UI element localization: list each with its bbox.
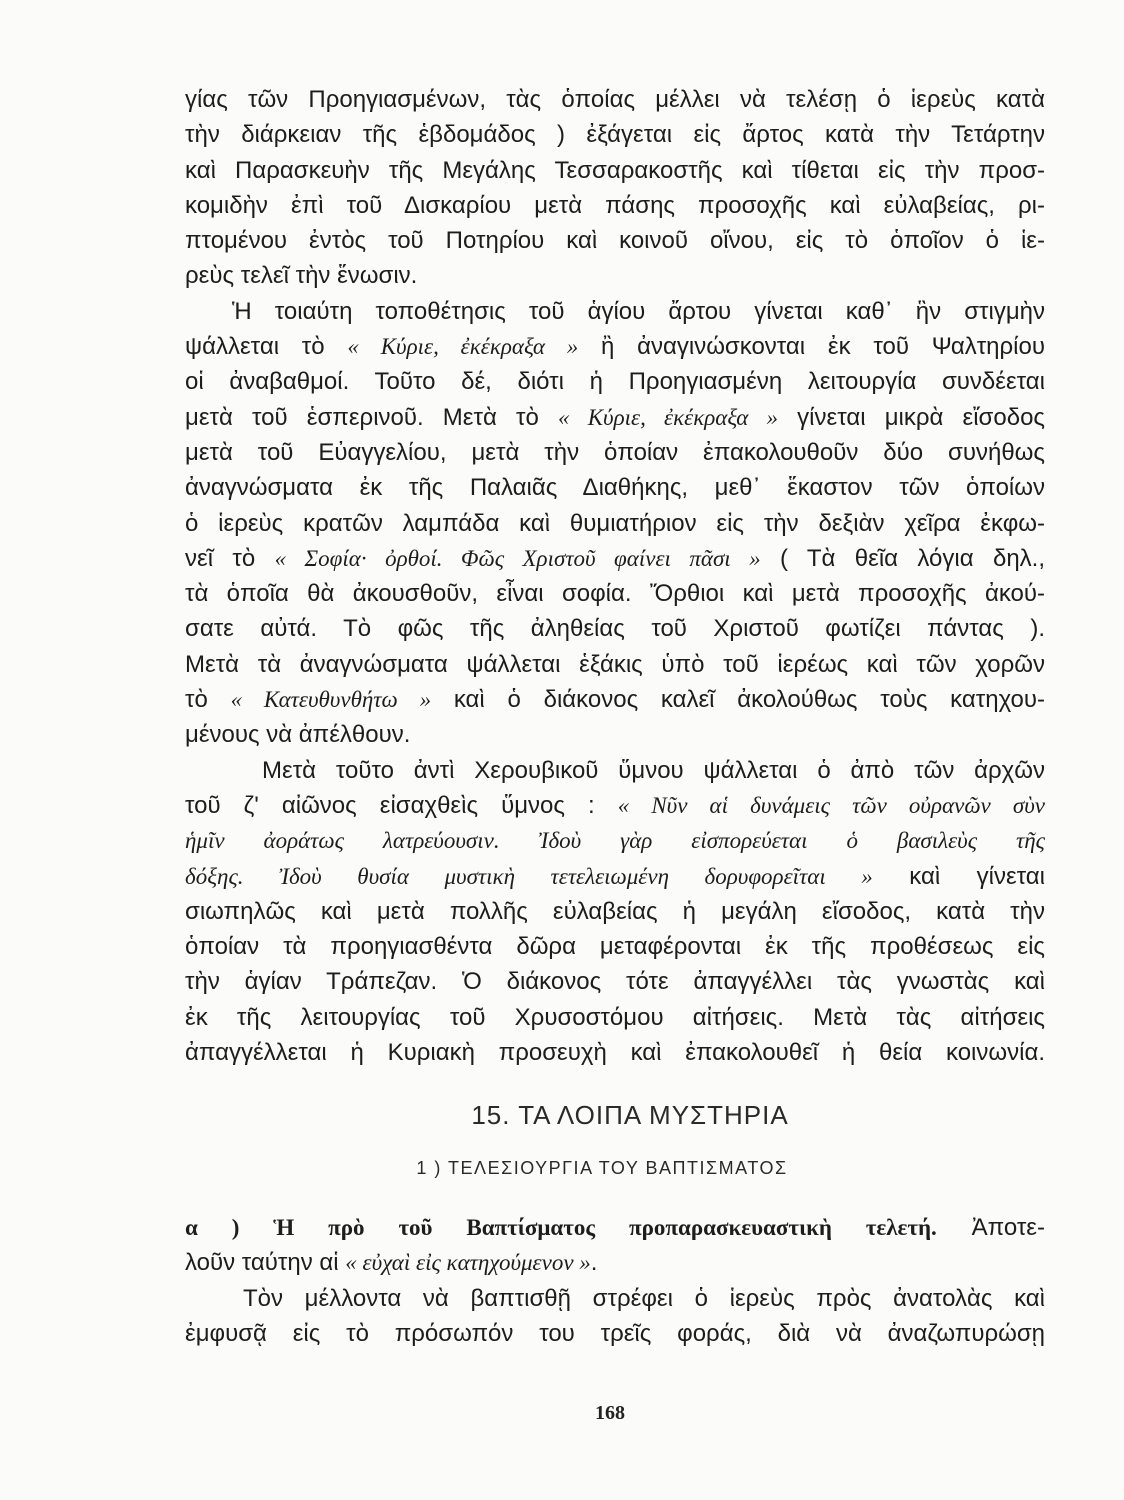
section-subheading: 1 ) ΤΕΛΕΣΙΟΥΡΓΙΑ ΤΟΥ ΒΑΠΤΙΣΜΑΤΟΣ bbox=[416, 1158, 788, 1178]
text-segment: κομιδὴν ἐπὶ τοῦ Δισκαρίου μετὰ πάσης προσοχῆς καὶ εὐλαβείας, ρι- bbox=[185, 191, 1045, 219]
text-line bbox=[185, 1035, 1045, 1070]
text-segment: ἐκ τῆς λειτουργίας τοῦ Χρυσοστόμου αἰτήσεις. Μετὰ τὰς αἰτήσεις bbox=[185, 1003, 1045, 1031]
text-segment: ( Τὰ θεῖα λόγια δηλ., bbox=[760, 544, 1046, 572]
text-segment: Ἡ τοιαύτη τοποθέτησις τοῦ ἁγίου ἄρτου γίνεται καθ᾽ ἣν στιγμὴν bbox=[232, 297, 1045, 325]
text-segment: σιωπηλῶς καὶ μετὰ πολλῆς εὐλαβείας ἡ μεγάλη εἴσοδος, κατὰ τὴν bbox=[185, 897, 1045, 925]
text-segment: νεῖ τὸ bbox=[185, 544, 275, 572]
text-line bbox=[185, 294, 1045, 329]
page-number: 168 bbox=[595, 1402, 625, 1424]
text-line bbox=[185, 682, 1045, 717]
text-line bbox=[185, 576, 1045, 611]
text-segment: τὰ ὁποῖα θὰ ἀκουσθοῦν, εἶναι σοφία. Ὄρθιοι καὶ μετὰ προσοχῆς ἀκού- bbox=[185, 580, 1045, 608]
text-segment: καὶ ὁ διάκονος καλεῖ ἀκολούθως τοὺς κατηχου- bbox=[431, 686, 1045, 714]
text-segment: ἀπαγγέλλεται ἡ Κυριακὴ προσευχὴ καὶ ἐπακολουθεῖ ἡ θεία κοινωνία. bbox=[185, 1039, 1045, 1067]
text-line bbox=[185, 400, 1045, 435]
quotation: « Νῦν αἱ δυνάμεις τῶν οὐρανῶν σὺν bbox=[617, 792, 1045, 818]
text-line bbox=[185, 753, 1045, 788]
text-line bbox=[185, 117, 1045, 152]
text-segment: ψάλλεται τὸ bbox=[185, 333, 348, 361]
text-line bbox=[185, 541, 1045, 576]
text-line bbox=[185, 82, 1045, 117]
text-line bbox=[185, 647, 1045, 682]
text-line bbox=[185, 929, 1045, 964]
text-segment: ρεὺς τελεῖ τὴν ἕνωσιν. bbox=[185, 262, 418, 290]
text-segment: Μετὰ τὰ ἀναγνώσματα ψάλλεται ἑξάκις ὑπὸ τοῦ ἱερέως καὶ τῶν χορῶν bbox=[185, 650, 1045, 678]
text-segment: μετὰ τοῦ Εὐαγγελίου, μετὰ τὴν ὁποίαν ἐπακολουθοῦν δύο συνήθως bbox=[185, 438, 1045, 466]
quotation: ἡμῖν ἀοράτως λατρεύουσιν. Ἰδοὺ γὰρ εἰσπορεύεται ὁ βασιλεὺς τῆς bbox=[185, 828, 1045, 854]
text-line bbox=[185, 470, 1045, 505]
section-text bbox=[185, 1210, 1045, 1351]
text-line bbox=[185, 1000, 1045, 1035]
bold-subtitle: α ) Ἡ πρὸ τοῦ Βαπτίσματος προπαρασκευαστικὴ τελετή. bbox=[185, 1215, 937, 1240]
text-line bbox=[185, 153, 1045, 188]
quotation: « Κύριε, ἐκέκραξα » bbox=[557, 404, 779, 430]
text-segment: τὴν διάρκειαν τῆς ἑβδομάδος ) ἐξάγεται εἰς ἄρτος κατὰ τὴν Τετάρτην bbox=[185, 121, 1045, 149]
text-segment: γίας τῶν Προηγιασμένων, τὰς ὁποίας μέλλει νὰ τελέσῃ ὁ ἱερεὺς κατὰ bbox=[185, 86, 1045, 113]
text-segment: μένους νὰ ἀπέλθουν. bbox=[185, 721, 411, 749]
body-text bbox=[185, 82, 1045, 1070]
text-segment: Τὸν μέλλοντα νὰ βαπτισθῇ στρέφει ὁ ἱερεὺς πρὸς ἀνατολὰς καὶ bbox=[243, 1284, 1045, 1312]
text-line bbox=[185, 258, 1045, 293]
text-line bbox=[185, 964, 1045, 999]
text-segment: ἢ ἀναγινώσκονται ἐκ τοῦ Ψαλτηρίου bbox=[578, 333, 1045, 361]
text-segment: μετὰ τοῦ ἑσπερινοῦ. Μετὰ τὸ bbox=[185, 403, 558, 431]
text-segment: λοῦν ταύτην αἱ bbox=[185, 1249, 346, 1277]
text-segment: πτομένου ἐντὸς τοῦ Ποτηρίου καὶ κοινοῦ οἴνου, εἰς τὸ ὁποῖον ὁ ἱε- bbox=[185, 227, 1045, 255]
text-line bbox=[185, 611, 1045, 646]
text-segment: σατε αὐτά. Τὸ φῶς τῆς ἀληθείας τοῦ Χριστοῦ φωτίζει πάντας ). bbox=[185, 615, 1045, 643]
text-line bbox=[185, 506, 1045, 541]
text-segment: ὁποίαν τὰ προηγιασθέντα δῶρα μεταφέρονται ἐκ τῆς προθέσεως εἰς bbox=[185, 933, 1045, 961]
text-line bbox=[185, 1316, 1045, 1351]
text-line bbox=[185, 1210, 1045, 1245]
text-line bbox=[185, 1281, 1045, 1316]
text-segment: ὁ ἱερεὺς κρατῶν λαμπάδα καὶ θυμιατήριον εἰς τὴν δεξιὰν χεῖρα ἐκφω- bbox=[185, 509, 1045, 537]
text-line bbox=[185, 823, 1045, 858]
text-line bbox=[185, 717, 1045, 752]
text-segment: . bbox=[590, 1249, 598, 1277]
text-line bbox=[185, 894, 1045, 929]
text-line bbox=[185, 859, 1045, 894]
text-segment: τὸ bbox=[185, 686, 231, 714]
text-line bbox=[185, 329, 1045, 364]
quotation: « Κατευθυνθήτω » bbox=[230, 687, 432, 713]
text-segment: Ἀποτε- bbox=[936, 1214, 1045, 1241]
quotation: « εὐχαὶ εἰς κατηχούμενον » bbox=[345, 1250, 591, 1276]
text-segment: οἱ ἀναβαθμοί. Τοῦτο δέ, διότι ἡ Προηγιασμένη λειτουργία συνδέεται bbox=[185, 368, 1045, 396]
text-segment: γίνεται μικρὰ εἴσοδος bbox=[778, 403, 1045, 431]
quotation: « Κύριε, ἐκέκραξα » bbox=[347, 334, 579, 360]
text-segment: Μετὰ τοῦτο ἀντὶ Χερουβικοῦ ὕμνου ψάλλεται ὁ ἀπὸ τῶν ἀρχῶν bbox=[262, 756, 1045, 784]
text-line bbox=[185, 788, 1045, 823]
text-line bbox=[185, 223, 1045, 258]
text-segment: ἀναγνώσματα ἐκ τῆς Παλαιᾶς Διαθήκης, μεθ᾽ ἕκαστον τῶν ὁποίων bbox=[185, 474, 1045, 502]
text-segment: καὶ γίνεται bbox=[872, 862, 1045, 890]
quotation: δόξης. Ἰδοὺ θυσία μυστικὴ τετελειωμένη δορυφορεῖται » bbox=[185, 863, 873, 889]
text-segment: τοῦ ζ' αἰῶνος εἰσαχθεὶς ὕμνος : bbox=[185, 791, 618, 819]
chapter-heading: 15. ΤΑ ΛΟΙΠΑ ΜΥΣΤΗΡΙΑ bbox=[471, 1100, 789, 1130]
text-line bbox=[185, 435, 1045, 470]
text-line bbox=[185, 188, 1045, 223]
text-segment: τὴν ἁγίαν Τράπεζαν. Ὁ διάκονος τότε ἀπαγγέλλει τὰς γνωστὰς καὶ bbox=[185, 968, 1045, 996]
text-line bbox=[185, 364, 1045, 399]
text-segment: ἐμφυσᾷ εἰς τὸ πρόσωπόν του τρεῖς φοράς, διὰ νὰ ἀναζωπυρώσῃ bbox=[185, 1319, 1045, 1347]
text-segment: καὶ Παρασκευὴν τῆς Μεγάλης Τεσσαρακοστῆς καὶ τίθεται εἰς τὴν προσ- bbox=[185, 156, 1045, 184]
text-line bbox=[185, 1245, 1045, 1280]
quotation: « Σοφία· ὀρθοί. Φῶς Χριστοῦ φαίνει πᾶσι » bbox=[274, 545, 761, 571]
